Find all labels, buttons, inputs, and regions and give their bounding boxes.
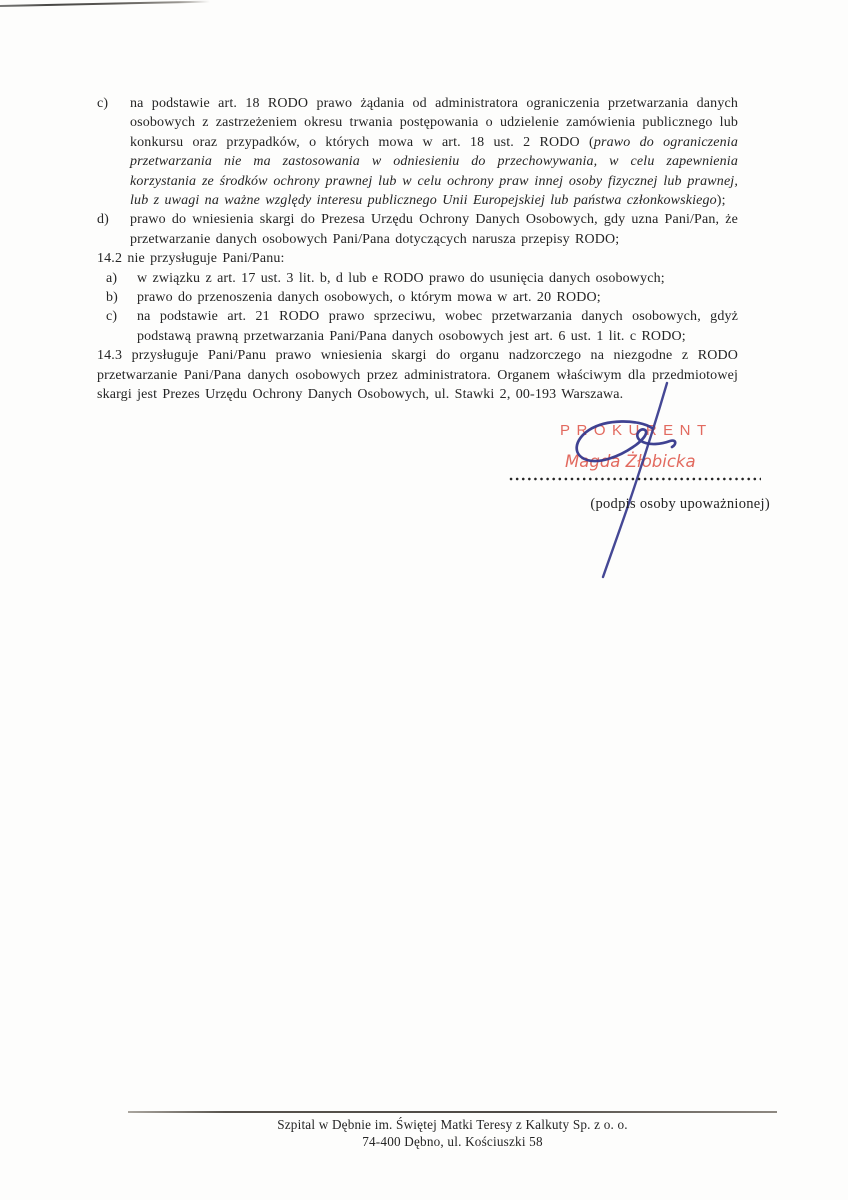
list-item-text-italic: prawo do ograniczenia przetwarzania nie ma zastosowania w odniesieniu do przechowywania, w celu zapewnienia korzystania ze środków ochrony prawnej lub w celu ochrony praw innej osoby fizycznej lub prawnej, lub z uwagi na ważne względy interesu publicznego Unii Europejskiej lub państwa członkowskiego [130, 134, 738, 209]
list-item-c2 [97, 307, 738, 346]
list-item-a [97, 269, 738, 288]
list-item-b [97, 288, 738, 307]
footer-rule [128, 1111, 777, 1113]
list-item-text: na podstawie art. 21 RODO prawo sprzeciwu, wobec przetwarzania danych osobowych, gdyż podstawą prawną przetwarzania Pani/Pana danych osobowych jest art. 6 ust. 1 lit. c RODO; [137, 309, 738, 344]
list-item-text: w związku z art. 17 ust. 3 lit. b, d lub e RODO prawo do usunięcia danych osobowych; [137, 270, 665, 286]
list-item-label: d) [97, 212, 109, 228]
paragraph-14-2: 14.2 nie przysługuje Pani/Panu: [97, 251, 285, 267]
list-item-text-after: ); [716, 193, 726, 209]
list-item-text: prawo do wniesienia skargi do Prezesa Urzędu Ochrony Danych Osobowych, gdy uzna Pani/Pan, że przetwarzanie danych osobowych Pani/Pana dotyczących narusza przepisy RODO; [130, 212, 738, 247]
list-item-text: prawo do przenoszenia danych osobowych, o którym mowa w art. 20 RODO; [137, 290, 601, 306]
document-body [97, 94, 738, 405]
list-item-label: c) [97, 96, 109, 111]
signature-dotted-line [508, 477, 761, 481]
pen-signature-ink [540, 375, 700, 595]
footer-org-name: Szpital w Dębnie im. Świętej Matki Teresy z Kalkuty Sp. z o. o. [277, 1116, 628, 1132]
scan-artifact-line [0, 1, 210, 8]
list-item-d [97, 210, 738, 249]
list-item-c [97, 94, 738, 210]
footer-address: 74-400 Dębno, ul. Kościuszki 58 [362, 1133, 543, 1149]
paragraph-14-3: 14.3 przysługuje Pani/Panu prawo wniesienia skargi do organu nadzorczego na niezgodne z RODO przetwarzanie Pani/Pana danych osobowych przez administratora. Organem właściwym dla przedmiotowej skargi jest Prezes Urzędu Ochrony Danych Osobowych, ul. Stawki 2, 00-193 Warszawa. [97, 348, 738, 403]
signature-caption: (podpis osoby upoważnionej) [590, 496, 770, 512]
page-footer [128, 1111, 777, 1150]
list-item-label: c) [106, 309, 118, 325]
list-item-label: b) [106, 290, 118, 306]
stamp-title: PROKURENT [560, 422, 713, 439]
list-item-text: na podstawie art. 18 RODO prawo żądania od administratora ograniczenia przetwarzania danych osobowych z zastrzeżeniem okresu trwania postępowania o udzielenie zamówienia publicznego lub konkursu oraz przypadków, o których mowa w art. 18 ust. 2 RODO ( [130, 96, 738, 150]
list-item-label: a) [106, 270, 118, 286]
stamp-signer-name: Magda Żłobicka [565, 452, 696, 471]
